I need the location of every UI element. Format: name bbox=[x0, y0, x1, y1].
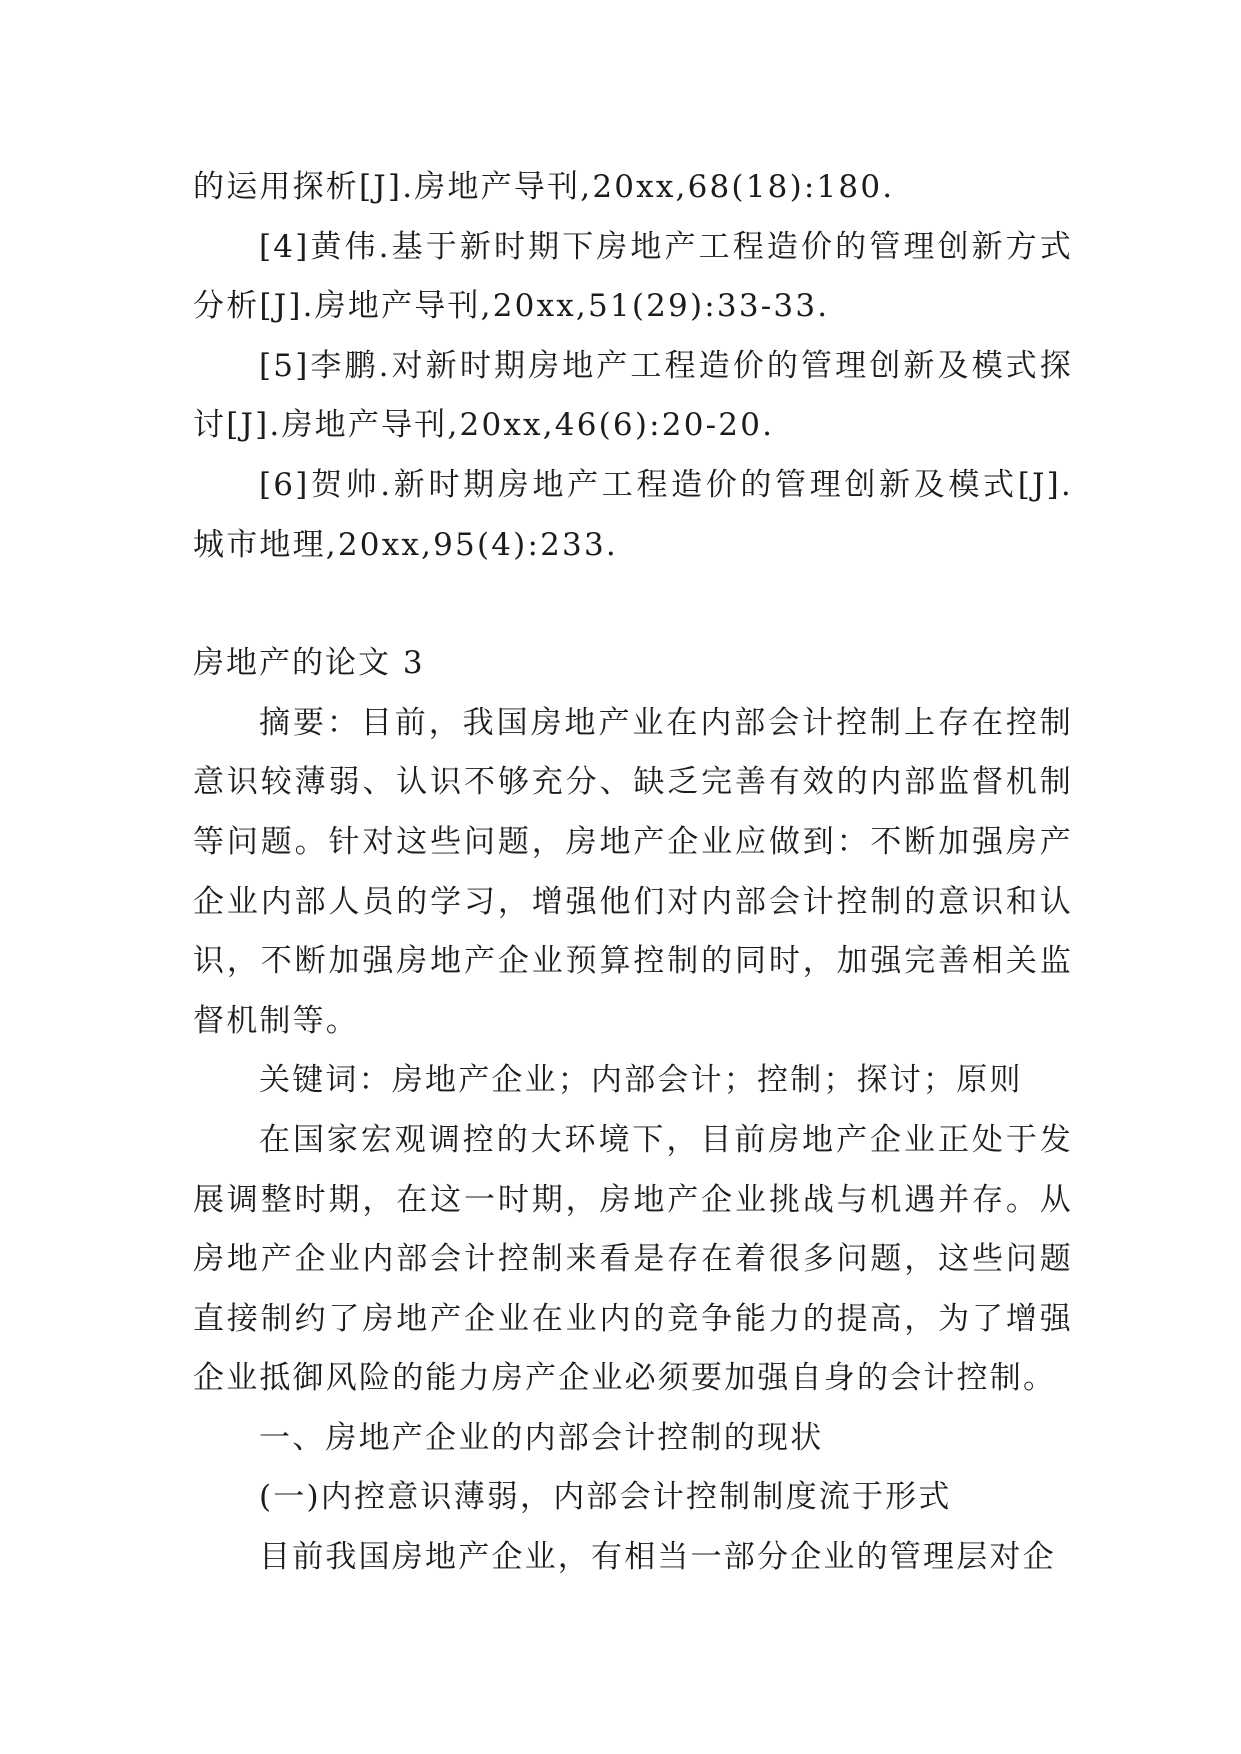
section-spacer bbox=[193, 575, 1073, 634]
reference-item-5: [5]李鹏.对新时期房地产工程造价的管理创新及模式探讨[J].房地产导刊,20xx,46(6):20-20. bbox=[193, 347, 1073, 444]
keywords-paragraph: 关键词：房地产企业；内部会计；控制；探讨；原则 bbox=[259, 1062, 1023, 1099]
reference-continuation: 的运用探析[J].房地产导刊,20xx,68(18):180. bbox=[193, 169, 895, 205]
heading-level-1: 一、房地产企业的内部会计控制的现状 bbox=[259, 1419, 824, 1456]
heading-level-2: (一)内控意识薄弱，内部会计控制制度流于形式 bbox=[259, 1479, 952, 1516]
section-title: 房地产的论文 3 bbox=[193, 645, 425, 682]
intro-paragraph: 在国家宏观调控的大环境下，目前房地产企业正处于发展调整时期，在这一时期，房地产企业挑战与机遇并存。从房地产企业内部会计控制来看是存在着很多问题，这些问题直接制约了房地产企业在业内的竞争能力的提高，为了增强企业抵御风险的能力房产企业必须要加强自身的会计控制。 bbox=[193, 1121, 1073, 1397]
abstract-paragraph: 摘要：目前，我国房地产业在内部会计控制上存在控制意识较薄弱、认识不够充分、缺乏完善有效的内部监督机制等问题。针对这些问题，房地产企业应做到：不断加强房产企业内部人员的学习，增强他们对内部会计控制的意识和认识，不断加强房地产企业预算控制的同时，加强完善相关监督机制等。 bbox=[193, 704, 1073, 1039]
reference-item-6: [6]贺帅.新时期房地产工程造价的管理创新及模式[J].城市地理,20xx,95(4):233. bbox=[193, 466, 1073, 563]
body-paragraph: 目前我国房地产企业，有相当一部分企业的管理层对企 bbox=[259, 1539, 1056, 1576]
document-body bbox=[193, 158, 1073, 1588]
reference-item-4: [4]黄伟.基于新时期下房地产工程造价的管理创新方式分析[J].房地产导刊,20xx,51(29):33-33. bbox=[193, 228, 1073, 325]
